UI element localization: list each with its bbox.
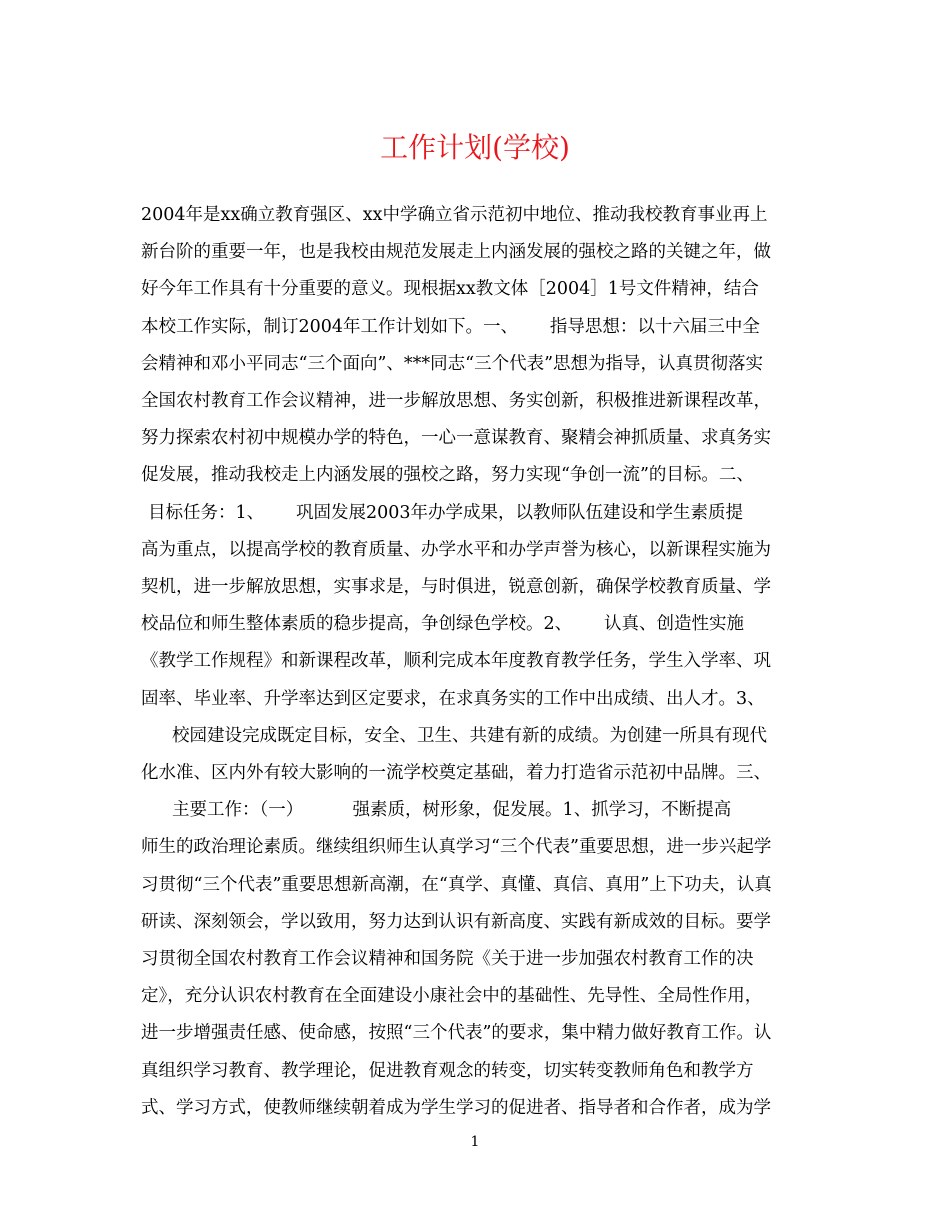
paragraph-line: 目标任务：1、 巩固发展2003年办学成果，以教师队伍建设和学生素质提 — [148, 502, 743, 523]
paragraph-line: 新台阶的重要一年，也是我校由规范发展走上内涵发展的强校之路的关键之年，做 — [141, 242, 771, 263]
paragraph-line: 《教学工作规程》和新课程改革，顺利完成本年度教育教学任务，学生入学率、巩 — [141, 651, 771, 672]
paragraph-line: 努力探索农村初中规模办学的特色，一心一意谋教育、聚精会神抓质量、求真务实 — [141, 428, 771, 449]
paragraph-line: 促发展，推动我校走上内涵发展的强校之路，努力实现“争创一流”的目标。二、 — [141, 465, 754, 486]
paragraph-line: 校品位和师生整体素质的稳步提高，争创绿色学校。2、 认真、创造性实施 — [141, 614, 744, 635]
paragraph-line: 校园建设完成既定目标，安全、卫生、共建有新的成绩。为创建一所具有现代 — [172, 725, 767, 746]
paragraph-line: 全国农村教育工作会议精神，进一步解放思想、务实创新，积极推进新课程改革， — [141, 391, 771, 411]
paragraph-line: 固率、毕业率、升学率达到区定要求，在求真务实的工作中出成绩、出人才。3、 — [141, 688, 765, 709]
paragraph-line: 本校工作实际，制订2004年工作计划如下。一、 指导思想：以十六届三中全 — [141, 316, 760, 337]
page-number: 1 — [470, 1134, 480, 1150]
paragraph-line: 会精神和邓小平同志“三个面向”、***同志“三个代表”思想为指导，认真贯彻落实 — [141, 353, 764, 374]
paragraph-line: 习贯彻“三个代表”重要思想新高潮，在“真学、真懂、真信、真用”上下功夫，认真 — [141, 874, 772, 895]
paragraph-line: 高为重点，以提高学校的教育质量、办学水平和办学声誉为核心，以新课程实施为 — [141, 539, 771, 560]
paragraph-line: 定》，充分认识农村教育在全面建设小康社会中的基础性、先导性、全局性作用， — [141, 986, 763, 1007]
paragraph-line: 化水准、区内外有较大影响的一流学校奠定基础，着力打造省示范初中品牌。三、 — [141, 763, 771, 783]
paragraph-line: 式、学习方式，使教师继续朝着成为学生学习的促进者、指导者和合作者，成为学 — [141, 1097, 771, 1118]
document-title: 工作计划(学校) — [380, 131, 570, 164]
paragraph-line: 好今年工作具有十分重要的意义。现根据xx教文体［2004］1号文件精神，结合 — [141, 279, 759, 300]
paragraph-line: 真组织学习教育、教学理论，促进教育观念的转变，切实转变教师角色和教学方 — [141, 1060, 754, 1081]
paragraph-line: 师生的政治理论素质。继续组织师生认真学习“三个代表”重要思想，进一步兴起学 — [141, 837, 772, 858]
paragraph-line: 契机，进一步解放思想，实事求是，与时俱进，锐意创新，确保学校教育质量、学 — [141, 577, 771, 597]
paragraph-line: 主要工作：（一） 强素质，树形象，促发展。1、抓学习，不断提高 — [172, 800, 732, 821]
paragraph-line: 习贯彻全国农村教育工作会议精神和国务院《关于进一步加强农村教育工作的决 — [141, 949, 754, 969]
paragraph-line: 研读、深刻领会，学以致用，努力达到认识有新高度、实践有新成效的目标。要学 — [141, 911, 771, 932]
paragraph-line: 进一步增强责任感、使命感，按照“三个代表”的要求，集中精力做好教育工作。认 — [141, 1023, 772, 1044]
paragraph-line: 2004年是xx确立教育强区、xx中学确立省示范初中地位、推动我校教育事业再上 — [141, 205, 768, 225]
